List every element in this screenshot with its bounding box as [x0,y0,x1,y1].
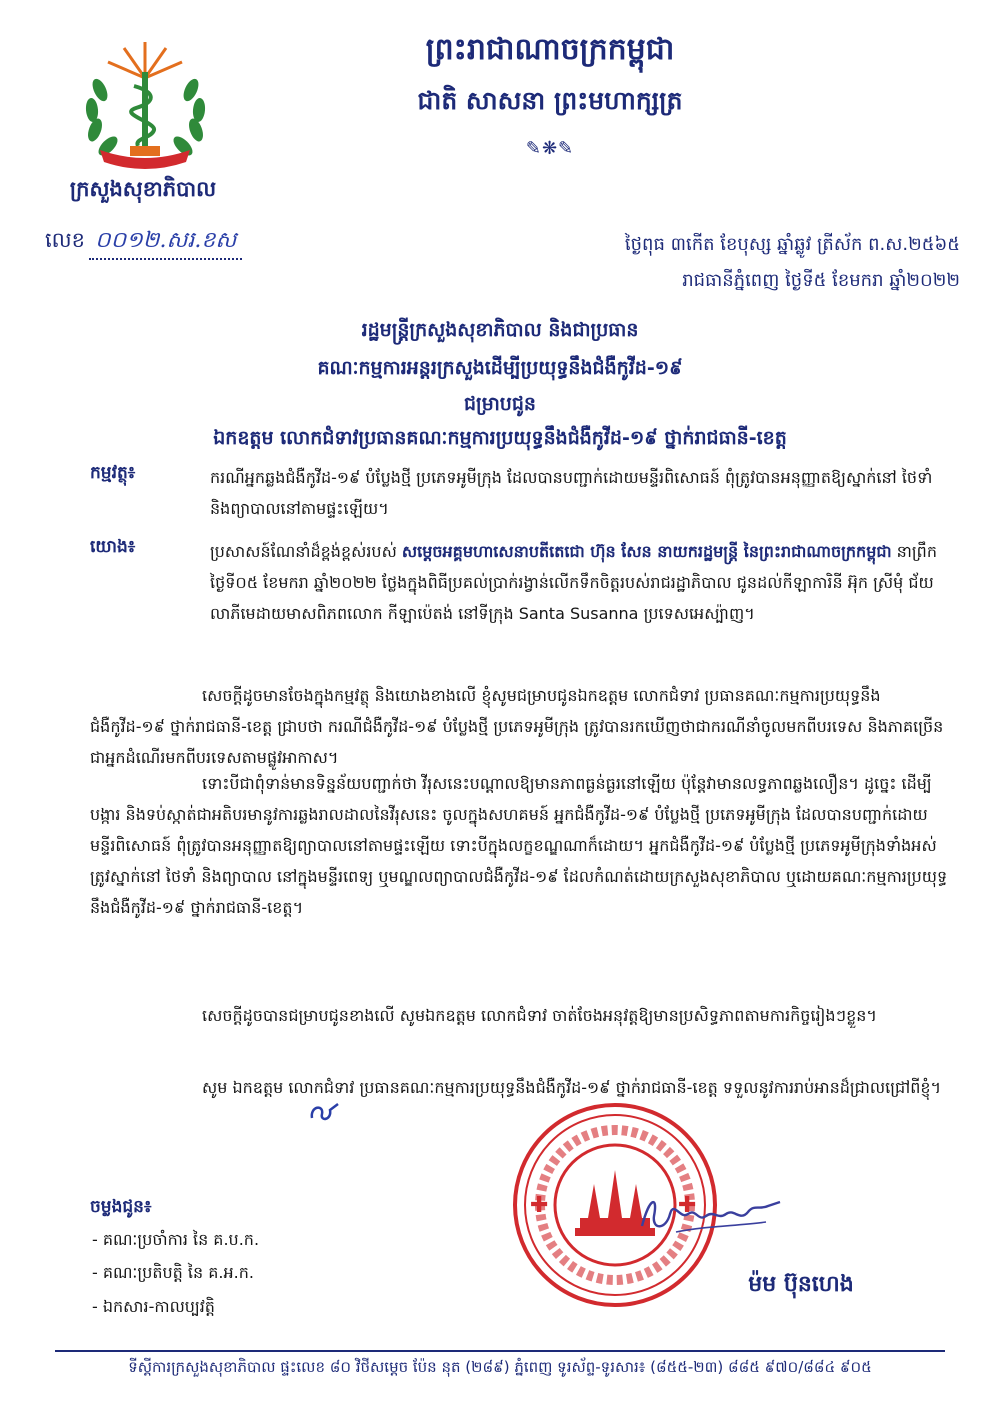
national-motto: ជាតិ សាសនា ព្រះមហាក្សត្រ [417,86,683,115]
subject-text: ករណីអ្នកឆ្លងជំងឺកូវីដ-១៩ បំប្លែងថ្មី ប្រភេទអូមីក្រុង ដែលបានបញ្ជាក់ដោយមន្ទីរពិសោធន៍ ពុំត្រូវបានអនុញ្ញាតឱ្យស្នាក់នៅ ថៃទាំ និងព្យាបាលនៅតាមផ្ទះឡើយ។ [210,468,933,518]
reference-number: ០០១២.សរ.ខស [89,226,242,260]
heading-line-1: រដ្ឋមន្ត្រីក្រសួងសុខាភិបាល និងជាប្រធាន [361,319,639,341]
copy-recipient: - គណៈប្រចាំការ នៃ គ.ប.ក. [92,1230,260,1249]
kingdom-title: ព្រះរាជាណាចក្រកម្ពុជា [425,32,675,67]
copy-recipient: - ឯកសារ-កាលប្បវត្តិ [92,1297,215,1316]
footer-address: ទីស្តីការក្រសួងសុខាភិបាល ផ្ទះលេខ ៨០ វិថីសម្ដេច ប៉ែន នុត (២៨៩) ភ្នំពេញ ទូរស័ព្ទ-ទូរសារ៖ (៨៥៥-២៣) ៨៨៥ ៩៧០/៨៨៤ ៩០៥ [128,1358,872,1376]
reference-para-text [210,536,950,629]
svg-text:✚: ✚ [678,1193,697,1218]
copies-title: ចម្លងជូន៖ [90,1197,152,1217]
ministry-emblem-icon [78,38,213,173]
ornament-divider: ✎❋✎ [525,138,575,159]
ministry-name: ក្រសួងសុខាភិបាល [69,177,217,201]
signer-name: ម៉ម ប៊ុនហេង [748,1272,854,1297]
heading-line-4: ឯកឧត្តម លោកជំទាវប្រធានគណៈកម្មការប្រយុទ្ធនឹងជំងឺកូវីដ-១៩ ថ្នាក់រាជធានី-ខេត្ត [213,427,787,449]
body-paragraph-4: សូម ឯកឧត្តម លោកជំទាវ ប្រធានគណៈកម្មការប្រយុទ្ធនឹងជំងឺកូវីដ-១៩ ថ្នាក់រាជធានី-ខេត្ត ទទួលនូវការរាប់អានដ៏ជ្រាលជ្រៅពីខ្ញុំ។ [202,1078,942,1097]
body-paragraph-1: សេចក្ដីដូចមានចែងក្នុងកម្មវត្ថុ និងយោងខាងលើ ខ្ញុំសូមជម្រាបជូនឯកឧត្តម លោកជំទាវ ប្រធានគណៈកម្មការប្រយុទ្ធនឹងជំងឺកូវីដ-១៩ ថ្នាក់រាជធានី-ខេត្ត ជ្រាបថា ករណីជំងឺកូវីដ-១៩ បំប្លែងថ្មី ប្រភេទអូមីក្រុង ត្រូវបានរកឃើញថាជាករណីនាំចូលមកពីបរទេស និងភាគច្រើនជាអ្នកដំណើរមកពីបរទេសតាមផ្លូវអាកាស។ [90,686,944,767]
body-paragraph-2: ទោះបីជាពុំទាន់មានទិន្នន័យបញ្ជាក់ថា វីរុសនេះបណ្ដាលឱ្យមានភាពធ្ងន់ធ្ងរនៅឡើយ ប៉ុន្តែវាមានលទ្ធភាពឆ្លងលឿន។ ដូច្នេះ ដើម្បីបង្ការ និងទប់ស្កាត់ជាអតិបរមានូវការឆ្លងរាលដាលនៃវីរុសនេះ ចូលក្នុងសហគមន៍ អ្នកជំងឺកូវីដ-១៩ បំប្លែងថ្មី ប្រភេទអូមីក្រុង ដែលបានបញ្ជាក់ដោយមន្ទីរពិសោធន៍ ពុំត្រូវបានអនុញ្ញាតឱ្យព្យាបាលនៅតាមផ្ទះឡើយ ទោះបីក្នុងលក្ខខណ្ឌណាក៏ដោយ។ អ្នកជំងឺកូវីដ-១៩ បំប្លែងថ្មី ប្រភេទអូមីក្រុងទាំងអស់ត្រូវស្នាក់នៅ ថៃទាំ និងព្យាបាល នៅក្នុងមន្ទីរពេទ្យ ឬមណ្ឌលព្យាបាលជំងឺកូវីដ-១៩ ដែលកំណត់ដោយក្រសួងសុខាភិបាល ឬដោយគណៈកម្មការប្រយុទ្ធនឹងជំងឺកូវីដ-១៩ ថ្នាក់រាជធានី-ខេត្ត។ [90,774,948,917]
solar-date: រាជធានីភ្នំពេញ ថ្ងៃទី៥ ខែមករា ឆ្នាំ២០២២ [682,270,960,291]
reference-text-bold: សម្ដេចអគ្គមហាសេនាបតីតេជោ ហ៊ុន សែន នាយករដ្ឋមន្ត្រី នៃព្រះរាជាណាចក្រកម្ពុជា [401,542,892,561]
reference-para-label: យោង៖ [90,537,136,557]
heading-line-2: គណៈកម្មការអន្តរក្រសួងដើម្បីប្រយុទ្ធនឹងជំងឺកូវីដ-១៩ [317,357,683,379]
footer-divider [55,1350,945,1352]
lunar-date: ថ្ងៃពុធ ៣កើត ខែបុស្ស ឆ្នាំឆ្លូវ ត្រីស័ក ព.ស.២៥៦៥ [624,234,960,255]
initials-mark-icon [308,1100,342,1126]
heading-line-3: ជម្រាបជូន [464,393,536,415]
svg-text:✚: ✚ [530,1193,549,1218]
reference-number-row [45,226,242,260]
reference-label: លេខ [45,228,85,252]
reference-text-a: ប្រសាសន៍ណែនាំដ៏ខ្ពង់ខ្ពស់របស់ [210,542,402,561]
copy-recipient: - គណៈប្រតិបត្តិ នៃ គ.អ.ក. [92,1263,254,1282]
handwritten-signature-icon [636,1186,786,1246]
body-paragraph-3: សេចក្ដីដូចបានជម្រាបជូនខាងលើ សូមឯកឧត្តម លោកជំទាវ ចាត់ចែងអនុវត្តឱ្យមានប្រសិទ្ធភាពតាមការកិច្ចរៀងៗខ្លួន។ [202,1006,877,1025]
subject-label: កម្មវត្ថុ៖ [90,463,136,483]
reference-text-b: នាព្រឹក ថ្ងៃទី០៥ ខែមករា ឆ្នាំ២០២២ ថ្លែងក្នុងពិធីប្រគល់ប្រាក់រង្វាន់លើកទឹកចិត្តរបស់រាជរដ្ឋាភិបាល ជូនដល់កីឡាការិនី អ៊ុក ស្រីមុំ ជ័យលាភីមេដាយមាសពិភពលោក កីឡាប៉េតង់ នៅទីក្រុង Santa Susanna ប្រទេសអេស្ប៉ាញ។ [210,542,937,623]
